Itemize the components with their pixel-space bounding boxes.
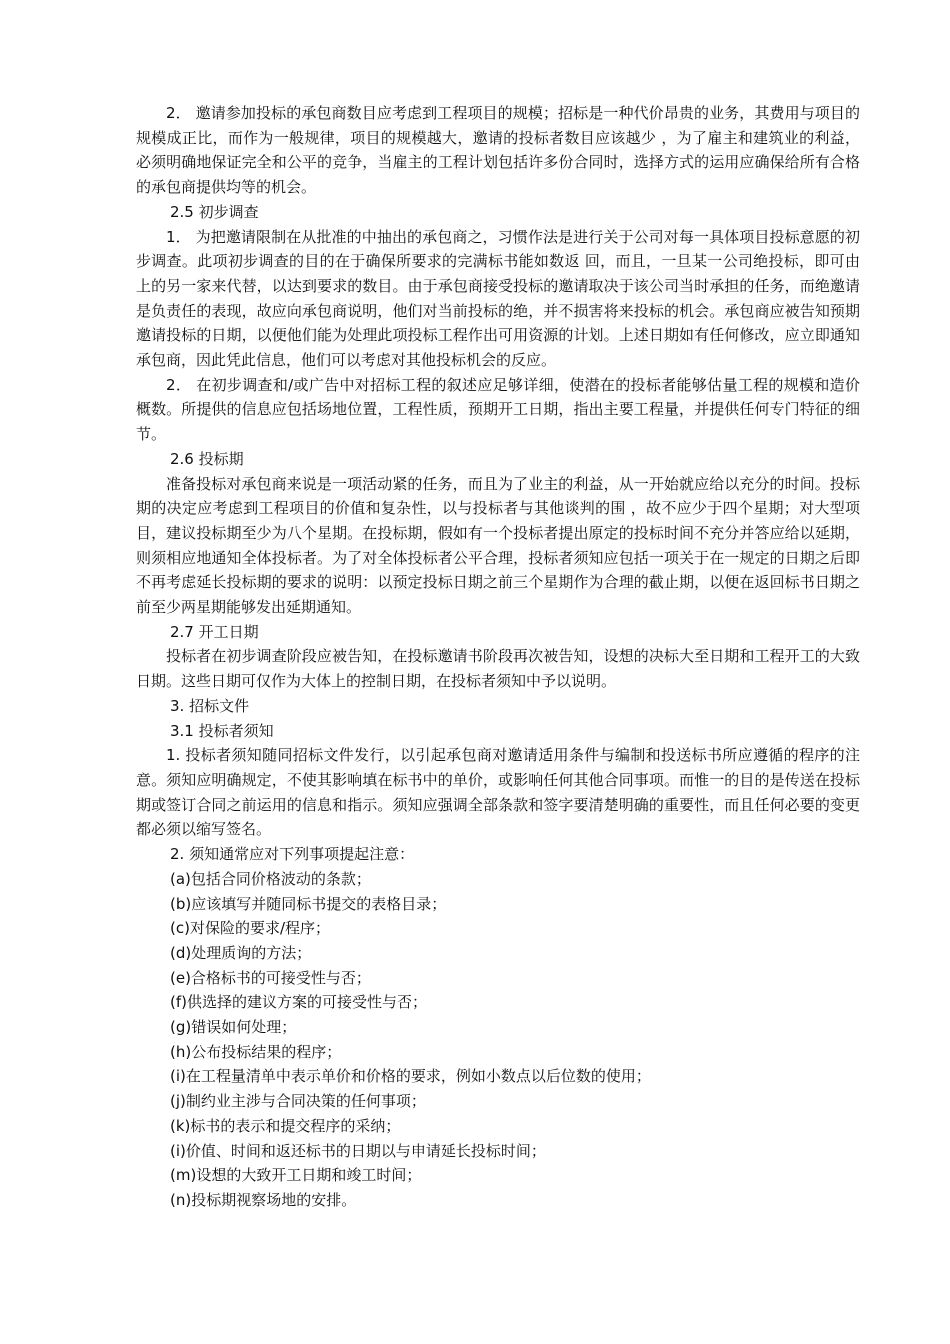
list-item: (e)合格标书的可接受性与否； <box>170 968 371 987</box>
list-item: (n)投标期视察场地的安排。 <box>170 1190 357 1209</box>
paragraph-start-date: 投标者在初步调查阶段应被告知，在投标邀请书阶段再次被告知，设想的决标大至日期和工程开工的大致日期。这些日期可仅作为大体上的控制日期，在投标者须知中予以说明。 <box>136 647 860 691</box>
list-item: (c)对保险的要求/程序； <box>170 919 331 938</box>
list-item: (j)制约业主涉与合同决策的任何事项； <box>170 1092 426 1111</box>
list-item: (i)价值、时间和返还标书的日期以与申请延长投标时间； <box>170 1141 546 1160</box>
section-heading-2-5: 2.5 初步调查 <box>170 202 259 221</box>
section-heading-3-1: 3.1 投标者须知 <box>170 721 274 740</box>
paragraph-prelim-1: 1． 为把邀请限制在从批准的中抽出的承包商之，习惯作法是进行关于公司对每一具体项目投标意愿的初步调查。此项初步调查的目的在于确保所要求的完满标书能如数返 回，而且，一旦某一公司绝投标，即可由上的另一家来代替，以达到要求的数目。由于承包商接受投标的邀请取决于该公司当时承担的任务，而绝邀请是负责任的表现，故应向承包商说明，他们对当前投标的绝，并不损害将来投标的机会。承包商应被告知预期邀请投标的日期，以便他们能为处理此项投标工程作出可用资源的计划。上述日期如有任何修改，应立即通知承包商，因此凭此信息，他们可以考虑对其他投标机会的反应。 <box>136 227 860 370</box>
paragraph-bid-period: 准备投标对承包商来说是一项活动紧的任务，而且为了业主的利益，从一开始就应给以充分的时间。投标期的决定应考虑到工程项目的价值和复杂性，以与投标者与其他谈判的围 ，故不应少于四个星期；对大型项目，建议投标期至少为八个星期。在投标期，假如有一个投标者提出原定的投标时间不充分并答应给以延期，则须相应地通知全体投标者。为了对全体投标者公平合理，投标者须知应包括一项关于在一规定的日期之后即不再考虑延长投标期的要求的说明：以预定投标日期之前三个星期作为合理的截止期，以便在返回标书日期之前至少两星期能够发出延期通知。 <box>136 474 860 617</box>
section-heading-2-7: 2.7 开工日期 <box>170 622 259 641</box>
list-item: (b)应该填写并随同标书提交的表格目录； <box>170 894 447 913</box>
paragraph-prelim-2: 2． 在初步调查和/或广告中对招标工程的叙述应足够详细，使潜在的投标者能够估量工程的规模和造价概数。所提供的信息应包括场地位置，工程性质，预期开工日期，指出主要工程量，并提供任何专门特征的细节。 <box>136 375 860 444</box>
list-item: (f)供选择的建议方案的可接受性与否； <box>170 993 427 1012</box>
document-page <box>136 101 860 1213</box>
list-item: (g)错误如何处理； <box>170 1018 297 1037</box>
list-item: (i)在工程量清单中表示单价和价格的要求，例如小数点以后位数的使用； <box>170 1067 651 1086</box>
list-item: (k)标书的表示和提交程序的采纳； <box>170 1116 401 1135</box>
list-item: (d)处理质询的方法； <box>170 943 312 962</box>
list-item: (h)公布投标结果的程序； <box>170 1042 342 1061</box>
section-heading-2-6: 2.6 投标期 <box>170 449 244 468</box>
list-item: (a)包括合同价格波动的条款； <box>170 869 371 888</box>
paragraph-notice-1: 1. 投标者须知随同招标文件发行，以引起承包商对邀请适用条件与编制和投送标书所应遵循的程序的注意。须知应明确规定，不使其影响填在标书中的单价，或影响任何其他合同事项。而惟一的目的是传送在投标期或签订合同之前运用的信息和指示。须知应强调全部条款和签字要清楚明确的重要性，而且任何必要的变更都必须以缩写签名。 <box>136 746 860 839</box>
list-item: (m)设想的大致开工日期和竣工时间； <box>170 1166 422 1185</box>
paragraph-notice-2: 2. 须知通常应对下列事项提起注意： <box>170 845 415 864</box>
section-heading-3: 3. 招标文件 <box>170 696 250 715</box>
paragraph-invite-number: 2． 邀请参加投标的承包商数目应考虑到工程项目的规模；招标是一种代价昂贵的业务，其费用与项目的规模成正比，而作为一般规律，项目的规模越大，邀请的投标者数目应该越少 ，为了雇主和建筑业的利益，必须明确地保证完全和公平的竞争，当雇主的工程计划包括许多份合同时，选择方式的运用应确保给所有合格的承包商提供均等的机会。 <box>136 104 860 197</box>
notice-items-list <box>136 867 860 1213</box>
